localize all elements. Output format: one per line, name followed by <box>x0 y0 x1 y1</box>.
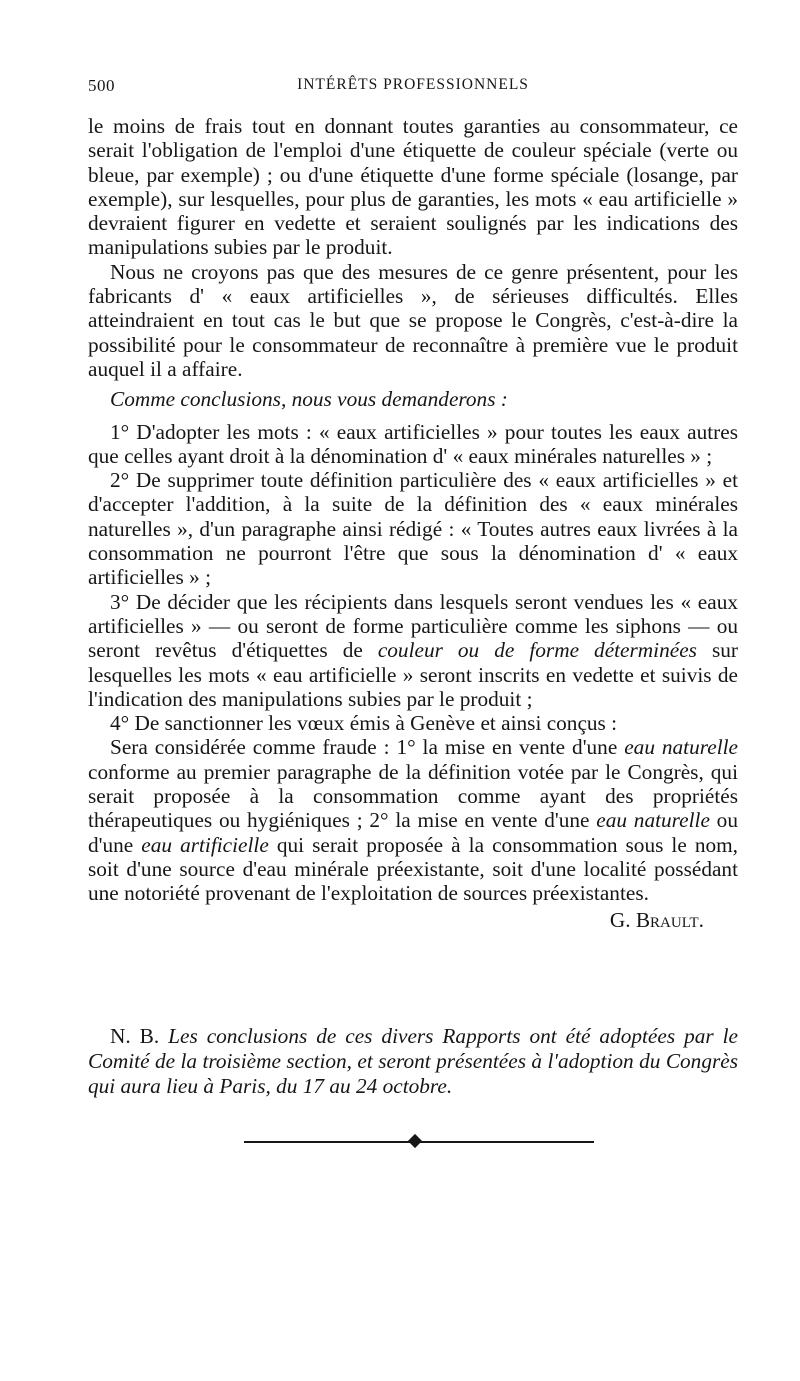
paragraph: Nous ne croyons pas que des mesures de ce genre présentent, pour les fabricants d' « eaux artificielles », de sérieuses difficultés. Elles atteindraient en tout cas le but que se propose le Congrès, c'est-à-dire la possibilité pour le consommateur de reconnaître à première vue le produit auquel il a affaire. <box>88 259 738 381</box>
main-text <box>88 114 738 932</box>
fraud-paragraph <box>88 735 738 905</box>
diamond-ornament-icon <box>408 1134 422 1148</box>
nb-note <box>88 1024 738 1099</box>
paragraph: le moins de frais tout en donnant toutes garanties au consommateur, ce serait l'obligation de l'emploi d'une étiquette de couleur spéciale (verte ou bleue, par exemple) ; ou d'une étiquette d'une forme spéciale (losange, par exemple), sur lesquelles, pour plus de garanties, les mots « eau artificielle » devraient figurer en vedette et seraient soulignés par les indications des manipulations subies par le produit. <box>88 114 738 260</box>
conclusions-intro: Comme conclusions, nous vous demanderons : <box>110 387 508 412</box>
conclusion-item-2: 2° De supprimer toute définition particulière des « eaux artificielles » et d'accepter l'addition, à la suite de la définition des « eaux minérales naturelles », d'un paragraphe ainsi rédigé : « Toutes autres eaux livrées à la consommation ne pourront l'être que sous la dénomination d' « eaux artificielles » ; <box>88 468 738 590</box>
fraud-text: ou d'une <box>88 808 738 857</box>
signature-initial: G. <box>609 907 636 932</box>
conclusion-item-4: 4° De sanctionner les vœux émis à Genève et ainsi conçus : <box>110 711 618 736</box>
conclusion-item-3 <box>88 590 738 711</box>
item3-text-end: sur lesquelles les mots « eau artificielle » seront inscrits en vedette et suivis de l'indication des manipulations subies par le produit ; <box>88 638 739 711</box>
signature <box>88 908 738 932</box>
fraud-text: Sera considérée comme fraude : 1° la mise en vente d'une <box>110 735 625 760</box>
item3-text-start: 3° De décider que les récipients dans lesquels seront vendues les « eaux artificielles » — ou seront de forme particulière comme les siphons — ou seront revêtus d'étiquettes de <box>88 589 738 663</box>
item3-italic: couleur ou de forme déterminées <box>377 638 697 663</box>
fraud-italic: eau naturelle <box>624 735 738 760</box>
fraud-text: qui serait proposée à la consommation sous le nom, soit d'une source d'eau minérale préexistante, soit d'une localité possédant une notoriété provenant de l'exploitation de sources préexistantes. <box>88 832 739 906</box>
fraud-text: conforme au premier paragraphe de la définition votée par le Congrès, qui serait proposée à la consommation comme ayant des propriétés thérapeutiques ou hygiéniques ; 2° la mise en vente d'une <box>88 759 738 833</box>
page-header <box>88 76 738 102</box>
fraud-italic: eau artificielle <box>141 832 269 857</box>
page-number: 500 <box>88 76 115 95</box>
conclusion-item-1: 1° D'adopter les mots : « eaux artificielles » pour toutes les eaux autres que celles ayant droit à la dénomination d' « eaux minérales naturelles » ; <box>88 419 738 468</box>
nb-text: Les conclusions de ces divers Rapports ont été adoptées par le Comité de la troisième section, et seront présentées à l'adoption du Congrès qui aura lieu à Paris, du 17 au 24 octobre. <box>88 1024 738 1098</box>
nb-paragraph <box>88 1024 738 1099</box>
running-title: INTÉRÊTS PROFESSIONNELS <box>297 76 529 93</box>
nb-label: N. B. <box>110 1024 169 1048</box>
signature-name: Brault. <box>635 907 704 932</box>
section-divider <box>244 1136 594 1148</box>
fraud-italic: eau naturelle <box>596 808 710 833</box>
